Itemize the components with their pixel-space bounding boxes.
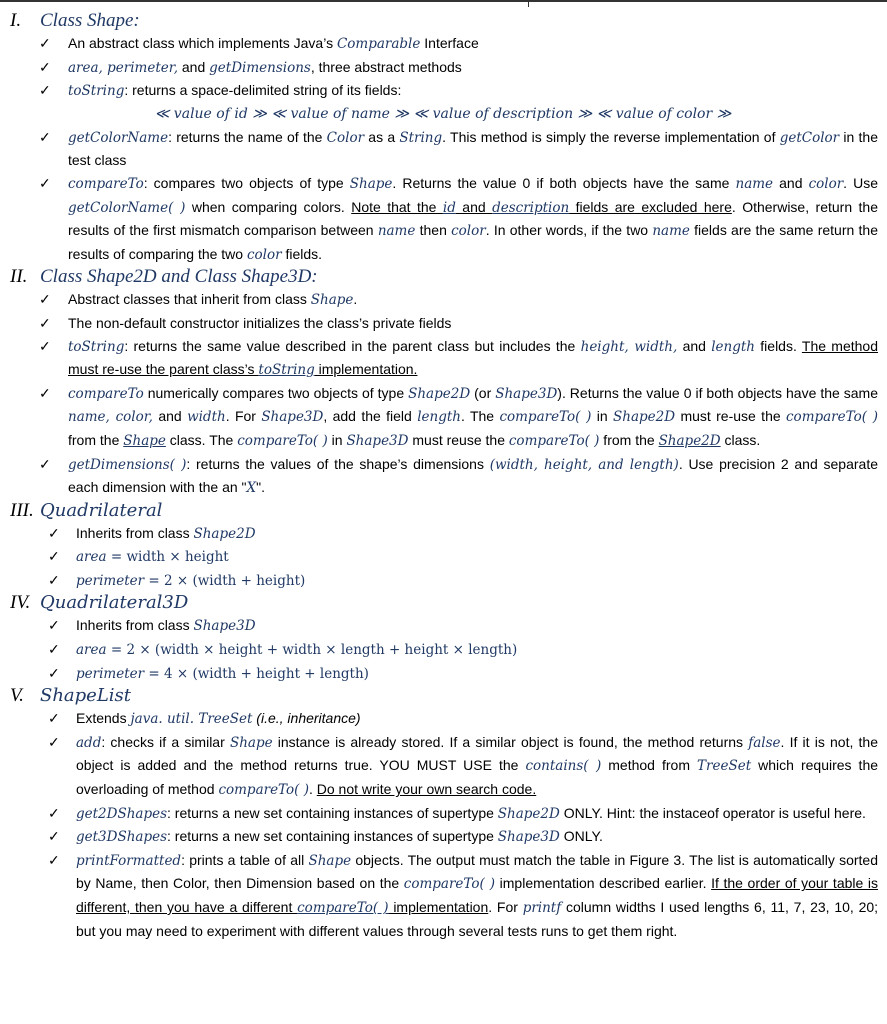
checkmark-icon: ✓	[39, 128, 51, 145]
list-item: ✓ Extends java. util. TreeSet (i.e., inheritance)	[8, 707, 878, 731]
shapelist-bullets	[8, 707, 878, 942]
checkmark-icon: ✓	[39, 82, 51, 99]
section-title: Class Shape:	[40, 10, 140, 31]
section-heading-5	[8, 685, 878, 707]
list-item: ✓ add: checks if a similar Shape instance is already stored. If a similar object is found, the method returns false. If it is not, the object is added and the method returns true. YOU MUST USE the contains( ) method from TreeSet which requires the overloading of method compareTo( ). Do not write your own search code.	[8, 731, 878, 802]
top-rule	[0, 0, 887, 7]
checkmark-icon: ✓	[39, 314, 51, 331]
checkmark-icon: ✓	[39, 455, 51, 472]
list-item: ✓ getColorName: returns the name of the Color as a String. This method is simply the reverse implementation of getColor in the test class	[8, 126, 878, 172]
checkmark-icon: ✓	[39, 291, 51, 308]
checkmark-icon: ✓	[48, 828, 60, 845]
section-heading-1	[8, 10, 878, 32]
checkmark-icon: ✓	[39, 174, 51, 191]
list-item: ✓ toString: returns the same value described in the parent class but includes the height, width, and length fields. The method must re-use the parent class’s toString implementation.	[8, 335, 878, 382]
checkmark-icon: ✓	[39, 58, 51, 75]
section-heading-4	[8, 592, 878, 614]
checkmark-icon: ✓	[48, 524, 60, 541]
list-item: ✓ The non-default constructor initializes the class’s private fields	[8, 312, 878, 335]
checkmark-icon: ✓	[48, 617, 60, 634]
list-item: ✓ Inherits from class Shape3D	[8, 614, 878, 638]
checkmark-icon: ✓	[48, 710, 60, 727]
section-number: II.	[10, 266, 28, 288]
list-item: ✓ perimeter = 2 × (width + height)	[8, 569, 878, 593]
list-item: ✓ area, perimeter, and getDimensions, three abstract methods	[8, 56, 878, 80]
section-number: IV.	[10, 592, 31, 614]
list-item: ✓ An abstract class which implements Java’s Comparable Interface	[8, 32, 878, 56]
list-item: ✓ Inherits from class Shape2D	[8, 522, 878, 546]
checkmark-icon: ✓	[48, 571, 60, 588]
list-item: ✓ Abstract classes that inherit from class Shape.	[8, 288, 878, 312]
checkmark-icon: ✓	[39, 384, 51, 401]
list-item: ✓ printFormatted: prints a table of all Shape objects. The output must match the table in Figure 3. The list is automatically sorted by Name, then Color, then Dimension based on the compareTo( ) implementation described earlier. If the order of your table is different, then you have a different compareTo( ) implementation. For printf column widths I used lengths 6, 11, 7, 23, 10, 20; but you may need to experiment with different values through several tests runs to get them right.	[8, 849, 878, 942]
section-heading-3	[8, 500, 878, 522]
list-item: ✓ area = width × height	[8, 545, 878, 569]
list-item: ✓ toString: returns a space-delimited string of its fields:	[8, 79, 878, 103]
list-item: ✓ compareTo numerically compares two objects of type Shape2D (or Shape3D). Returns the value 0 if both objects have the same name, color, and width. For Shape3D, add the field length. The compareTo( ) in Shape2D must re-use the compareTo( ) from the Shape class. The compareTo( ) in Shape3D must reuse the compareTo( ) from the Shape2D class.	[8, 382, 878, 453]
section-number: III.	[10, 499, 34, 521]
top-rule-tick	[528, 2, 529, 7]
list-item: ✓ area = 2 × (width × height + width × length + height × length)	[8, 638, 878, 662]
section-title: Quadrilateral3D	[40, 592, 189, 614]
quad3d-bullets	[8, 614, 878, 685]
checkmark-icon: ✓	[48, 548, 60, 565]
section-number: I.	[10, 10, 22, 31]
section-number: V.	[10, 685, 24, 707]
list-item: ✓ compareTo: compares two objects of type Shape. Returns the value 0 if both objects have the same name and color. Use getColorName( ) when comparing colors. Note that the id and description fields are excluded here. Otherwise, return the results of the first mismatch comparison between name then color. In other words, if the two name fields are the same return the results of comparing the two color fields.	[8, 172, 878, 266]
section-heading-2	[8, 266, 878, 288]
shape-bullets	[8, 32, 878, 266]
shape2d-bullets	[8, 288, 878, 499]
list-item: ✓ get2DShapes: returns a new set containing instances of supertype Shape2D ONLY. Hint: the instaceof operator is useful here.	[8, 802, 878, 826]
section-title: Quadrilateral	[40, 499, 163, 521]
list-item: ✓ perimeter = 4 × (width + height + length)	[8, 662, 878, 686]
checkmark-icon: ✓	[39, 337, 51, 354]
checkmark-icon: ✓	[48, 851, 60, 868]
checkmark-icon: ✓	[48, 641, 60, 658]
quad-bullets	[8, 522, 878, 593]
section-title: Class Shape2D and Class Shape3D:	[40, 266, 318, 288]
document-page	[8, 10, 878, 942]
checkmark-icon: ✓	[48, 733, 60, 750]
section-title: ShapeList	[40, 685, 132, 707]
fields-format-line: ≪ value of id ≫ ≪ value of name ≫ ≪ value of description ≫ ≪ value of color ≫	[154, 105, 732, 122]
checkmark-icon: ✓	[48, 804, 60, 821]
list-item: ✓ getDimensions( ): returns the values of the shape’s dimensions (width, height, and length). Use precision 2 and separate each dimension with the an "X".	[8, 453, 878, 500]
list-item: ✓ get3DShapes: returns a new set containing instances of supertype Shape3D ONLY.	[8, 825, 878, 849]
checkmark-icon: ✓	[39, 35, 51, 51]
checkmark-icon: ✓	[48, 664, 60, 681]
